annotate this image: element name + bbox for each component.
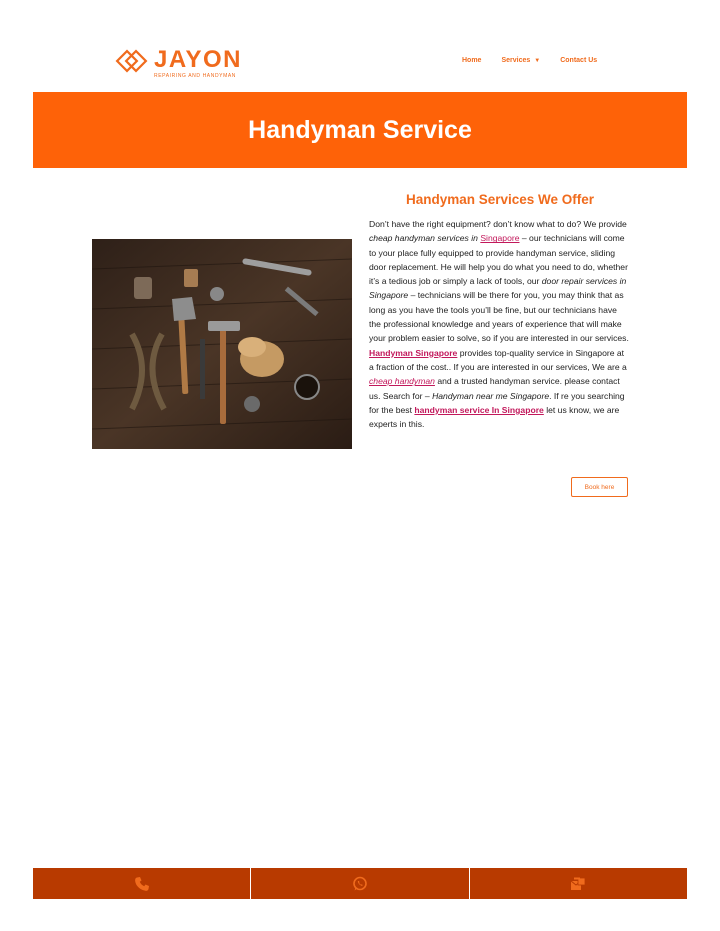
site-header <box>0 0 720 92</box>
text-span: provides top-quality service in Singapore at a fraction of the cost.. If you are interested in our services, We are a <box>369 347 627 372</box>
logo[interactable] <box>114 46 242 82</box>
text-span: . If re you searching for the best <box>369 390 625 415</box>
text-span: – technicians will be there for you, you may think that as long as you have the tools you’ll be fine, but our technicians have the professional knowledge and years of experience that will make your problem easier to solve, so if you are interested in our services. <box>369 290 629 344</box>
nav-services[interactable] <box>501 57 540 64</box>
tools-image-icon <box>92 239 352 449</box>
section-heading: Handyman Services We Offer <box>405 192 595 207</box>
text-span: let us know, we are experts in this. <box>369 404 620 430</box>
phone-icon <box>134 876 150 892</box>
nav-services-label: Services <box>501 57 531 64</box>
logo-tagline: REPAIRING AND HANDYMAN <box>154 73 237 79</box>
logo-diamond-icon <box>114 46 150 82</box>
mail-button[interactable] <box>470 868 687 899</box>
text-em: cheap handyman services in <box>369 233 481 244</box>
nav-contact[interactable]: Contact Us <box>560 57 598 64</box>
logo-name: JAYON <box>154 46 242 73</box>
services-paragraph <box>369 217 631 431</box>
services-content <box>369 192 631 431</box>
whatsapp-icon <box>352 876 368 892</box>
phone-button[interactable] <box>33 868 251 899</box>
singapore-link[interactable]: Singapore <box>480 233 520 244</box>
mail-icon <box>570 876 586 892</box>
page-title: Handyman Service <box>248 115 472 144</box>
text-span: and a trusted handyman service. please contact us. Search for – <box>369 376 620 401</box>
hero-banner <box>33 92 687 168</box>
book-here-button[interactable]: Book here <box>571 477 628 497</box>
chevron-down-icon: ▼ <box>534 57 541 64</box>
handyman-service-link[interactable]: handyman service In Singapore <box>414 404 544 415</box>
nav-home[interactable]: Home <box>462 57 482 64</box>
cheap-handyman-link[interactable]: cheap handyman <box>369 376 435 387</box>
handyman-singapore-link[interactable]: Handyman Singapore <box>369 347 458 358</box>
main-nav <box>462 57 597 64</box>
text-em: door repair services in Singapore <box>369 276 627 301</box>
tools-photo <box>92 239 352 449</box>
contact-bar <box>33 868 687 899</box>
text-span: – our technicians will come to your place fully equipped to provide handyman service, sliding door replacement. He will help you do what you need to do, whether it’s a tedious job or simply a lack of tools, our <box>369 233 628 287</box>
text-em: Handyman near me Singapore <box>432 390 550 401</box>
text-span: Don’t have the right equipment? don’t know what to do? We provide <box>369 219 627 229</box>
whatsapp-button[interactable] <box>251 868 469 899</box>
